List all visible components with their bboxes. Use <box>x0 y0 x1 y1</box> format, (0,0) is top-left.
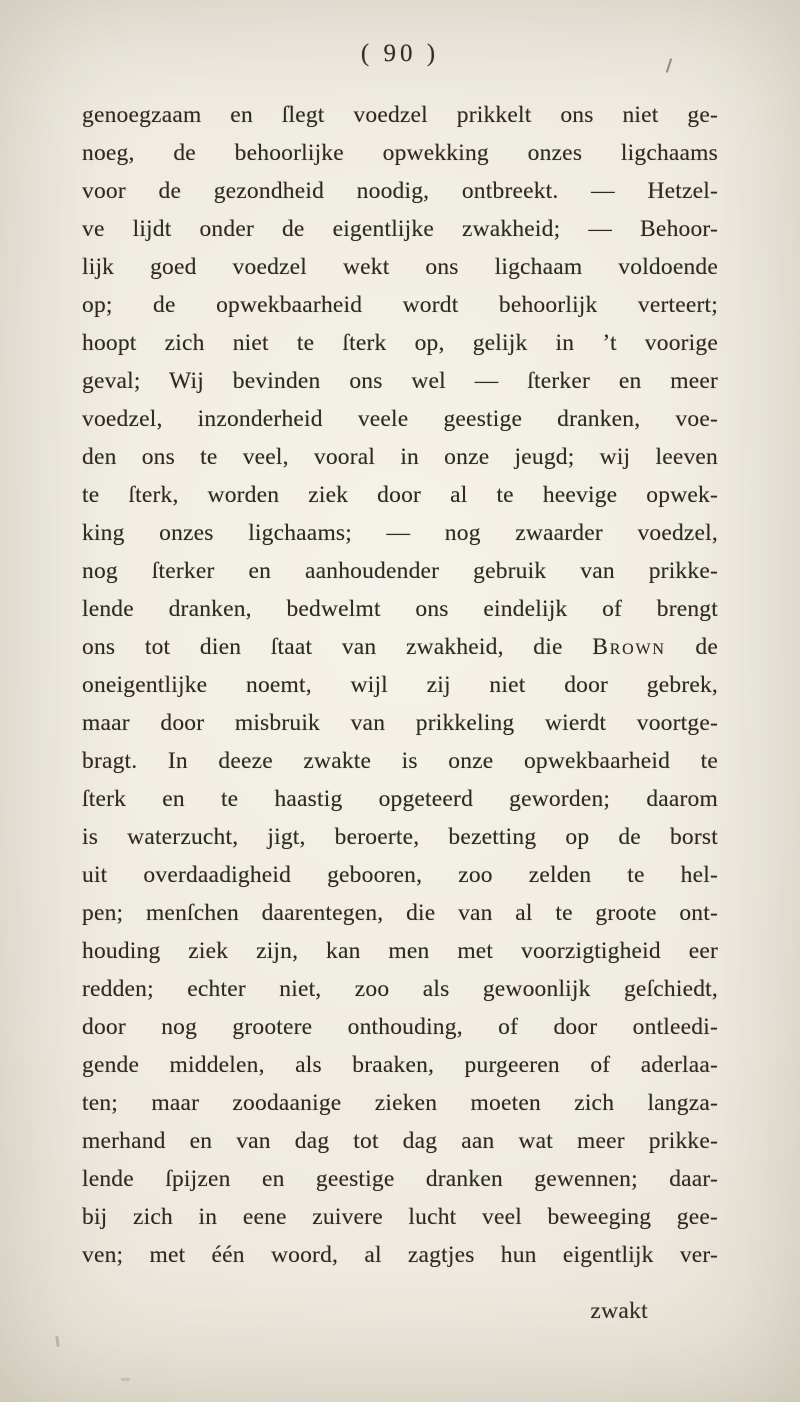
ink-speck <box>55 1336 60 1347</box>
text-line: merhand en van dag tot dag aan wat meer prikke- <box>82 1128 718 1154</box>
text-line: op; de opwekbaarheid wordt behoorlijk verteert; <box>82 292 718 318</box>
body-text-block <box>82 96 718 1274</box>
text-line: nog ſterker en aanhoudender gebruik van prikke- <box>82 558 718 584</box>
text-line: hoopt zich niet te ſterk op, gelijk in ’t voorige <box>82 330 718 356</box>
author-name-brown: Brown <box>592 634 666 660</box>
text-line: noeg, de behoorlijke opwekking onzes ligchaams <box>82 140 718 166</box>
text-line: ven; met één woord, al zagtjes hun eigentlijk ver- <box>82 1242 718 1268</box>
text-line: voedzel, inzonderheid veele geestige dranken, voe- <box>82 406 718 432</box>
text-line: uit overdaadigheid gebooren, zoo zelden te hel- <box>82 862 718 888</box>
text-line: king onzes ligchaams; — nog zwaarder voedzel, <box>82 520 718 546</box>
ink-speck <box>121 1378 130 1381</box>
text-line: bragt. In deeze zwakte is onze opwekbaarheid te <box>82 748 718 774</box>
text-line: ſterk en te haastig opgeteerd geworden; daarom <box>82 786 718 812</box>
text-line: pen; menſchen daarentegen, die van al te groote ont- <box>82 900 718 926</box>
text-line: gende middelen, als braaken, purgeeren of aderlaa- <box>82 1052 718 1078</box>
text-line: ve lijdt onder de eigentlijke zwakheid; — Behoor- <box>82 216 718 242</box>
text-line-with-author <box>82 628 718 666</box>
text-line: maar door misbruik van prikkeling wierdt voortge- <box>82 710 718 736</box>
text-segment: ons tot dien ſtaat van zwakheid, die <box>82 634 593 660</box>
catchword: zwakt <box>590 1298 648 1324</box>
text-line: door nog grootere onthouding, of door ontleedi- <box>82 1014 718 1040</box>
text-line: lende dranken, bedwelmt ons eindelijk of brengt <box>82 596 718 622</box>
text-line: ten; maar zoodaanige zieken moeten zich langza- <box>82 1090 718 1116</box>
text-segment: de <box>665 634 718 660</box>
page-number: ( 90 ) <box>360 40 440 67</box>
text-line: houding ziek zijn, kan men met voorzigtigheid eer <box>82 938 718 964</box>
text-line: lijk goed voedzel wekt ons ligchaam voldoende <box>82 254 718 280</box>
text-line: genoegzaam en ſlegt voedzel prikkelt ons niet ge- <box>82 102 718 128</box>
page-header <box>0 40 800 68</box>
text-line: den ons te veel, vooral in onze jeugd; wij leeven <box>82 444 718 470</box>
text-line: geval; Wij bevinden ons wel — ſterker en meer <box>82 368 718 394</box>
text-line: te ſterk, worden ziek door al te heevige opwek- <box>82 482 718 508</box>
text-line: redden; echter niet, zoo als gewoonlijk geſchiedt, <box>82 976 718 1002</box>
text-line: lende ſpijzen en geestige dranken gewennen; daar- <box>82 1166 718 1192</box>
text-line: bij zich in eene zuivere lucht veel beweeging gee- <box>82 1204 718 1230</box>
text-line: is waterzucht, jigt, beroerte, bezetting op de borst <box>82 824 718 850</box>
text-line: oneigentlijke noemt, wijl zij niet door gebrek, <box>82 672 718 698</box>
text-line: voor de gezondheid noodig, ontbreekt. — Hetzel- <box>82 178 718 204</box>
